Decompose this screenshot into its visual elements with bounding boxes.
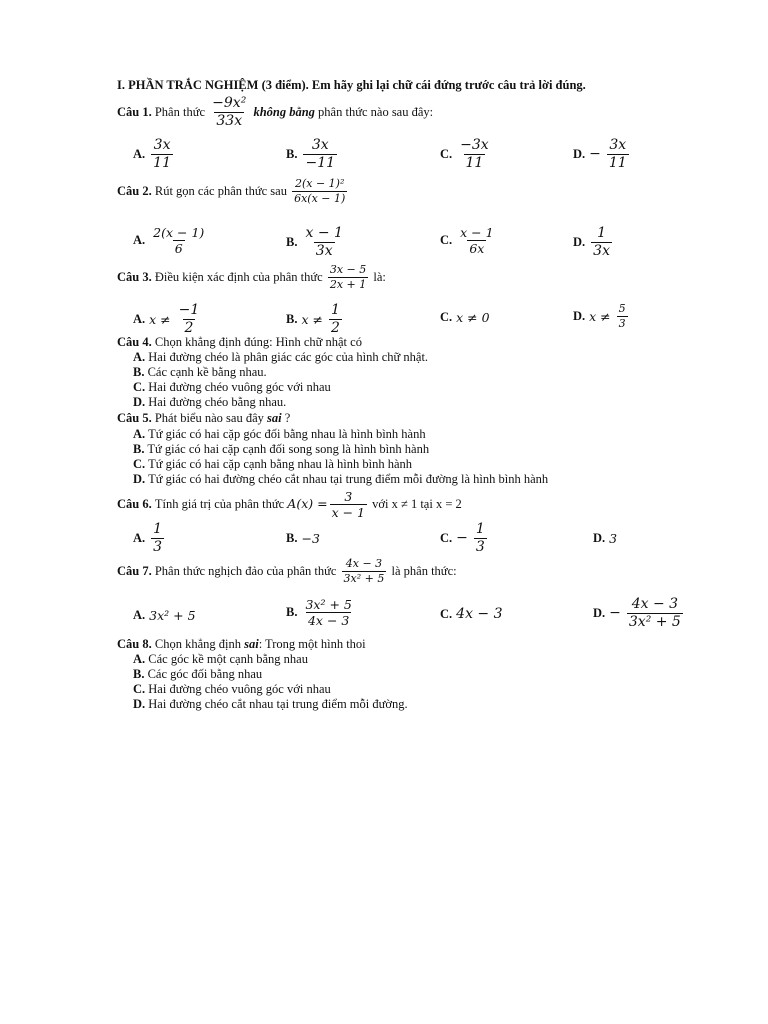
option-label: D. [133, 395, 146, 409]
fraction-denominator: 2 [184, 319, 194, 336]
option-expression: x ≠ [589, 308, 611, 324]
fraction-denominator: 6x(x − 1) [294, 191, 346, 205]
option-label: A. [133, 146, 146, 161]
question-6 [117, 490, 462, 519]
option-label: C. [440, 146, 453, 161]
fraction-denominator: 3x² + 5 [343, 571, 385, 585]
question-text: Chọn khẳng định [154, 637, 241, 651]
question-text: Phân thức [154, 105, 206, 119]
fraction-denominator: 3 [618, 316, 626, 330]
question-number: Câu 8. [117, 637, 152, 651]
fraction-numerator: 2(x − 1)² [294, 177, 345, 190]
option-text: Tứ giác có hai cặp cạnh bằng nhau là hình bình hành [148, 457, 413, 471]
q1-option-a[interactable] [133, 138, 175, 170]
q3-option-c[interactable] [440, 310, 490, 325]
q8-option-d[interactable] [133, 697, 408, 711]
q4-option-b[interactable] [133, 365, 267, 379]
option-label: A. [133, 427, 146, 441]
fraction [151, 138, 173, 170]
option-text: Hai đường chéo cắt nhau tại trung điểm mỗi đường. [148, 697, 408, 711]
option-label: D. [573, 234, 586, 249]
option-label: B. [133, 667, 145, 681]
question-1 [117, 96, 433, 128]
option-label: D. [573, 308, 586, 323]
question-4 [117, 335, 362, 349]
question-text: Tính giá trị của phân thức [154, 497, 285, 512]
option-label: B. [286, 605, 298, 620]
option-text: Các góc đối bằng nhau [147, 667, 263, 681]
q2-option-c[interactable] [440, 226, 498, 255]
fraction-denominator: x − 1 [331, 505, 366, 521]
option-expression: x ≠ [149, 311, 171, 327]
option-label: B. [133, 442, 145, 456]
option-label: A. [133, 350, 146, 364]
question-text: Phát biểu nào sau đây [154, 411, 264, 425]
fraction-denominator: 3x² + 5 [628, 613, 681, 630]
option-text: Hai đường chéo là phân giác các góc của hình chữ nhật. [148, 350, 429, 364]
section-title: I. PHẦN TRẮC NGHIỆM (3 điểm). Em hãy ghi lại chữ cái đứng trước câu trả lời đúng. [117, 78, 586, 92]
question-text-end: là: [373, 269, 386, 284]
fraction-numerator: 1 [330, 302, 340, 318]
q7-option-b[interactable] [286, 598, 356, 627]
fraction [177, 303, 202, 335]
q8-option-b[interactable] [133, 667, 262, 681]
q7-option-c[interactable] [440, 606, 503, 622]
fraction [474, 522, 487, 554]
fraction-denominator: 3x [315, 242, 333, 259]
question-text-end: là phân thức: [391, 563, 457, 578]
fraction [303, 598, 353, 627]
q7-option-a[interactable] [133, 608, 196, 623]
option-text: Hai đường chéo bằng nhau. [148, 395, 287, 409]
option-text: Hai đường chéo vuông góc với nhau [148, 380, 331, 394]
question-5 [117, 411, 290, 425]
question-number: Câu 4. [117, 335, 152, 349]
fraction-denominator: 33x [216, 112, 243, 129]
option-text: Tứ giác có hai đường chéo cắt nhau tại trung điểm mỗi đường là hình bình hành [148, 472, 549, 486]
q6-option-c[interactable] [440, 522, 489, 554]
fraction-numerator: 3x [153, 137, 171, 153]
option-text: Tứ giác có hai cặp cạnh đối song song là hình bình hành [147, 442, 430, 456]
fraction [458, 226, 495, 255]
q4-option-d[interactable] [133, 395, 286, 409]
fraction [342, 558, 387, 584]
fraction-denominator: 3 [153, 538, 163, 555]
question-text: Điều kiện xác định của phân thức [154, 269, 323, 284]
fraction-denominator: 3x [593, 242, 610, 259]
fraction-denominator: 6 [174, 241, 183, 257]
fraction-numerator: −9x² [212, 95, 247, 111]
fraction-numerator: −3x [460, 137, 489, 153]
fraction-numerator: 1 [153, 521, 163, 537]
minus-sign: − [456, 530, 468, 547]
option-label: D. [133, 697, 146, 711]
question-7 [117, 558, 457, 584]
option-label: B. [286, 311, 298, 326]
q2-option-b[interactable] [286, 226, 347, 258]
question-number: Câu 5. [117, 411, 152, 425]
fraction-denominator: 2 [330, 319, 340, 336]
fraction [458, 138, 491, 170]
option-label: C. [440, 310, 453, 324]
fraction [329, 303, 342, 335]
q5-option-b[interactable] [133, 442, 429, 456]
question-8 [117, 637, 366, 651]
question-text-end: ? [284, 411, 291, 425]
fraction-denominator: 11 [608, 154, 627, 171]
option-expression: −3 [301, 531, 320, 546]
option-label: C. [133, 457, 146, 471]
q6-option-a[interactable] [133, 522, 166, 554]
q8-option-c[interactable] [133, 682, 331, 696]
option-expression: 4x − 3 [456, 606, 503, 622]
fraction-numerator: 4x − 3 [345, 557, 383, 570]
fraction [303, 226, 344, 258]
option-expression: x ≠ 0 [456, 310, 490, 325]
option-label: A. [133, 530, 146, 545]
question-number: Câu 6. [117, 497, 152, 512]
q1-option-d[interactable] [573, 138, 631, 170]
option-label: C. [133, 380, 146, 394]
fraction-numerator: 3x [311, 137, 329, 153]
option-text: Các góc kề một cạnh bằng nhau [148, 652, 308, 666]
q5-option-d[interactable] [133, 472, 548, 486]
fraction-denominator: 2x + 1 [329, 277, 367, 291]
question-text: Rút gọn các phân thức sau [154, 183, 287, 198]
question-3 [117, 264, 386, 290]
fraction-denominator: 6x [469, 241, 485, 257]
q2-option-a[interactable] [133, 226, 208, 255]
fraction-numerator: x − 1 [460, 225, 494, 240]
fraction [303, 138, 337, 170]
fraction [627, 597, 683, 629]
fraction-numerator: 2(x − 1) [153, 225, 205, 240]
fraction [151, 522, 164, 554]
fraction [151, 226, 206, 255]
fraction-numerator: 1 [475, 521, 485, 537]
question-number: Câu 3. [117, 269, 152, 284]
option-label: A. [133, 233, 146, 248]
fraction-numerator: 1 [597, 225, 607, 241]
question-text: Chọn khẳng định đúng: Hình chữ nhật có [154, 335, 362, 349]
option-label: C. [133, 682, 146, 696]
option-label: A. [133, 652, 146, 666]
fraction-denominator: −11 [305, 154, 336, 171]
minus-sign: − [609, 605, 621, 622]
q1-option-b[interactable] [286, 138, 339, 170]
question-number: Câu 2. [117, 183, 152, 198]
q6-option-b[interactable] [286, 531, 320, 546]
q8-option-a[interactable] [133, 652, 308, 666]
fraction-numerator: −1 [178, 302, 200, 318]
q3-option-d[interactable] [573, 303, 630, 329]
option-label: B. [286, 531, 298, 545]
fraction-numerator: 3x² + 5 [305, 597, 352, 612]
fraction [328, 264, 368, 290]
fraction [210, 96, 248, 128]
q5-option-a[interactable] [133, 427, 426, 441]
question-text: Phân thức nghịch đảo của phân thức [154, 563, 337, 578]
minus-sign: − [589, 146, 601, 163]
emphasis-text: không bằng [253, 105, 315, 119]
fraction [617, 303, 628, 329]
fraction-numerator: 3x [609, 137, 627, 153]
question-number: Câu 1. [117, 105, 152, 119]
option-expression: 3x² + 5 [149, 608, 196, 623]
fraction-numerator: 3x − 5 [329, 263, 367, 276]
question-text-end: : Trong một hình thoi [258, 637, 366, 651]
q7-option-d[interactable] [593, 597, 685, 629]
option-label: D. [133, 472, 146, 486]
q3-option-a[interactable] [133, 303, 203, 335]
fraction [607, 138, 629, 170]
q1-option-c[interactable] [440, 138, 493, 170]
option-expression: 3 [609, 531, 618, 546]
emphasis-text: sai [244, 637, 259, 651]
option-label: A. [133, 608, 146, 622]
question-text-end: với x ≠ 1 tại x = 2 [372, 497, 462, 512]
option-label: C. [440, 530, 453, 545]
q4-option-a[interactable] [133, 350, 428, 364]
option-label: B. [286, 234, 298, 249]
q4-option-c[interactable] [133, 380, 331, 394]
q2-option-d[interactable] [573, 226, 614, 258]
question-2 [117, 178, 349, 204]
fraction-denominator: 4x − 3 [307, 613, 350, 629]
fraction-numerator: 4x − 3 [631, 596, 679, 612]
fraction-numerator: x − 1 [305, 225, 343, 241]
option-label: C. [440, 606, 453, 621]
fraction [591, 226, 612, 258]
option-text: Hai đường chéo vuông góc với nhau [148, 682, 331, 696]
emphasis-text: sai [267, 411, 282, 425]
q3-option-b[interactable] [286, 303, 344, 335]
q5-option-c[interactable] [133, 457, 412, 471]
q6-option-d[interactable] [593, 531, 617, 546]
function-lhs: A(x) = [287, 496, 328, 512]
option-label: B. [133, 365, 145, 379]
fraction-denominator: 11 [153, 154, 171, 171]
question-text-end: phân thức nào sau đây: [318, 105, 434, 119]
option-label: D. [593, 605, 606, 620]
fraction-denominator: 3 [475, 538, 485, 555]
option-label: A. [133, 311, 146, 326]
option-expression: x ≠ [301, 311, 323, 327]
fraction [330, 490, 367, 519]
option-label: C. [440, 233, 453, 248]
fraction-numerator: 5 [618, 302, 626, 315]
fraction-denominator: 11 [465, 154, 484, 171]
option-text: Các cạnh kề bằng nhau. [147, 365, 267, 379]
fraction-numerator: 3 [344, 489, 353, 504]
option-label: B. [286, 146, 298, 161]
fraction [292, 178, 347, 204]
option-label: D. [593, 531, 606, 545]
option-text: Tứ giác có hai cặp góc đối bằng nhau là hình bình hành [148, 427, 426, 441]
option-label: D. [573, 146, 586, 161]
question-number: Câu 7. [117, 563, 152, 578]
